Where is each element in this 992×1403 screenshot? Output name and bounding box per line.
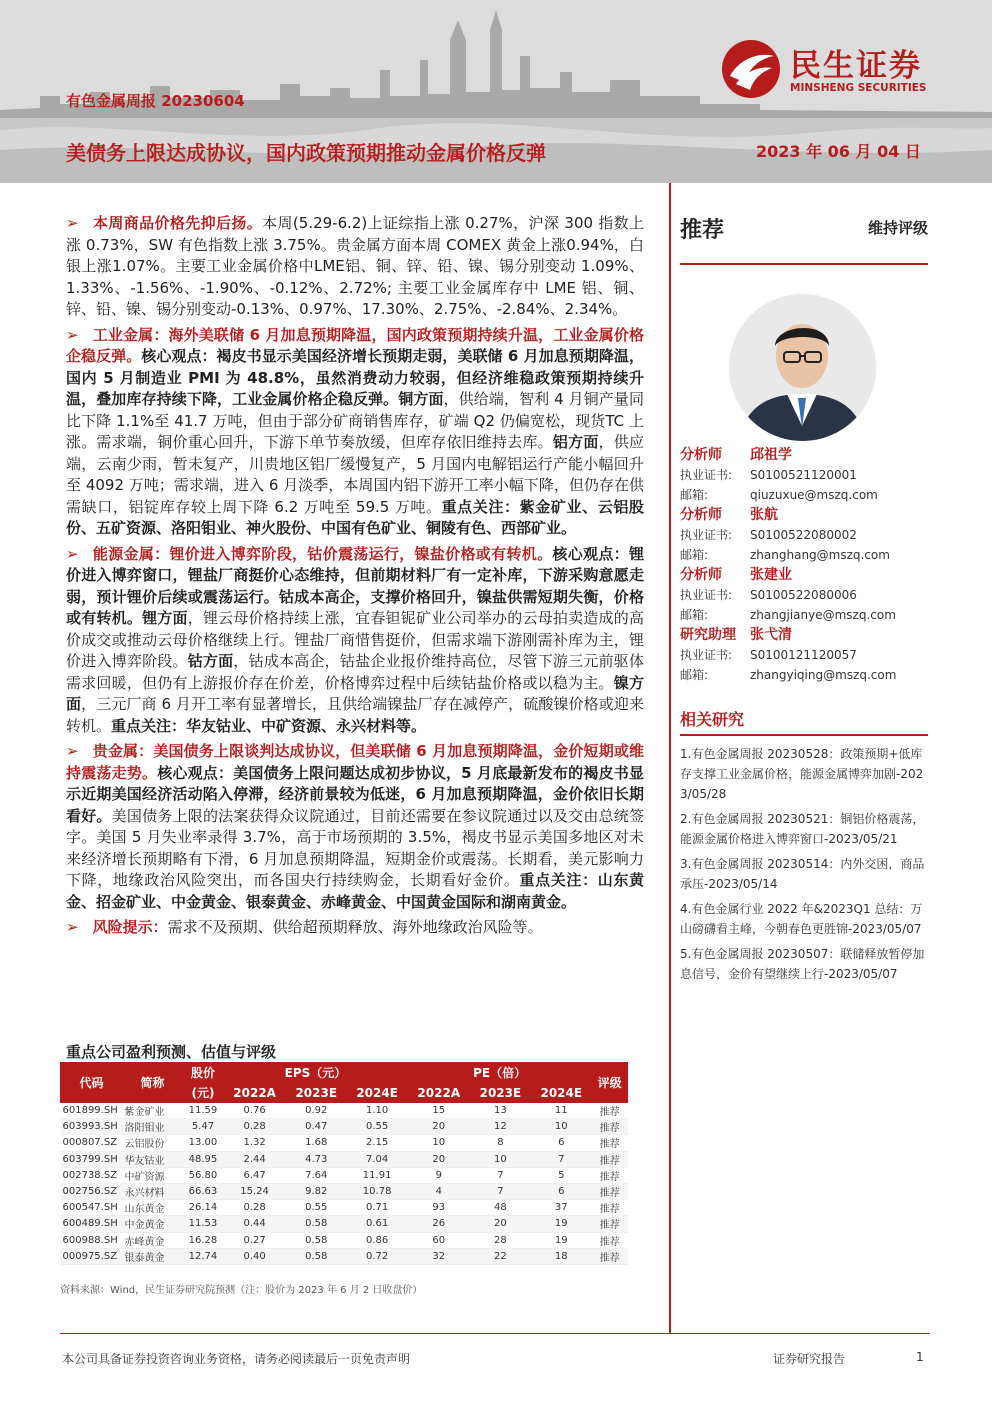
table-cell: 20 <box>470 1216 531 1232</box>
report-tag: 有色金属周报 20230604 <box>66 92 245 110</box>
bullet-icon: ➢ <box>66 325 79 344</box>
cert-number: S0100522080002 <box>750 528 857 542</box>
table-cell: 0.92 <box>286 1103 347 1119</box>
analyst-mail-row <box>680 485 928 505</box>
mail-label: 邮箱: <box>680 488 709 502</box>
report-title: 美债务上限达成协议，国内政策预期推动金属价格反弹 <box>66 141 546 165</box>
table-cell: 赤峰黄金 <box>123 1232 183 1248</box>
col-year: 2024E <box>531 1083 592 1103</box>
analyst-name-row <box>680 445 928 465</box>
cert-label: 执业证书: <box>680 468 733 482</box>
paragraph-heading: 能源金属：锂价进入博弈阶段，钴价震荡运行，镍盐价格或有转机。 <box>92 544 553 563</box>
table-cell: 11.53 <box>183 1216 224 1232</box>
mail-label: 邮箱: <box>680 668 709 682</box>
table-cell: 4 <box>408 1183 470 1199</box>
paragraph-precious-metals <box>66 741 644 913</box>
table-cell: 6.47 <box>223 1167 285 1183</box>
paragraph-text: ，三元厂商 6 月开工率有显著增长，且供给端镍盐厂存在减停产，硫酸镍价格或迎来转机。 <box>66 695 644 735</box>
related-research-item[interactable]: 5.有色金属周报 20230507：联储释放暂停加息信号，金价有望继续上行-2023/05/07 <box>680 947 925 981</box>
col-code: 代码 <box>61 1063 123 1103</box>
related-research-item[interactable]: 1.有色金属周报 20230528：政策预期+低库存支撑工业金属价格，能源金属博弈加剧-2023/05/28 <box>680 747 924 801</box>
paragraph-heading: 工业金属：海外美联储 6 月加息预期降温，国内政策预期持续升温，工业金属价格企稳反弹。 <box>66 325 644 365</box>
analyst-name-row <box>680 565 928 585</box>
related-research-item[interactable]: 2.有色金属周报 20230521：铜铝价格震荡，能源金属价格进入博弈窗口-2023/05/21 <box>680 812 925 846</box>
table-title: 重点公司盈利预测、估值与评级 <box>66 1043 277 1061</box>
table-cell: 中矿资源 <box>123 1167 183 1183</box>
table-cell: 26 <box>408 1216 470 1232</box>
paragraph-market <box>66 213 644 321</box>
analyst-cert-row <box>680 645 928 665</box>
table-cell: 18 <box>531 1248 592 1264</box>
table-cell: 0.71 <box>347 1200 408 1216</box>
cert-number: S0100121120057 <box>750 648 857 662</box>
table-cell: 600547.SH <box>61 1200 123 1216</box>
col-year: 2023E <box>470 1083 531 1103</box>
table-cell: 002756.SZ <box>61 1183 123 1199</box>
table-cell: 26.14 <box>183 1200 224 1216</box>
table-cell: 13.00 <box>183 1135 224 1151</box>
table-cell: 1.32 <box>223 1135 285 1151</box>
table-cell: 37 <box>531 1200 592 1216</box>
table-cell: 7 <box>470 1183 531 1199</box>
table-cell: 15.24 <box>223 1183 285 1199</box>
analyst-list <box>680 445 928 685</box>
table-row <box>61 1216 628 1232</box>
table-cell: 华友钴业 <box>123 1151 183 1167</box>
mail-label: 邮箱: <box>680 608 709 622</box>
table-cell: 5 <box>531 1167 592 1183</box>
table-cell: 11.91 <box>347 1167 408 1183</box>
bold-text: 核心观点：美国债务上限问题达成初步协议，5 月底最新发布的褐皮书显示近期美国经济活动陷入停滞，经济前景较为低迷，6 月加息预期降温，金价依旧长期看好。 <box>66 763 644 825</box>
table-cell: 19 <box>531 1216 592 1232</box>
paragraph-energy-metals <box>66 544 644 738</box>
table-cell: 0.76 <box>223 1103 285 1119</box>
table-row <box>61 1151 628 1167</box>
table-cell: 0.58 <box>286 1216 347 1232</box>
cert-label: 执业证书: <box>680 588 733 602</box>
table-cell: 66.63 <box>183 1183 224 1199</box>
col-name: 简称 <box>123 1063 183 1103</box>
analyst-role: 分析师 <box>680 567 722 583</box>
table-cell: 5.47 <box>183 1119 224 1135</box>
paragraph-text: 美国债务上限的法案获得众议院通过，目前还需要在参议院通过以及交由总统签字。美国 5 月失业率录得 3.7%，高于市场预期的 3.5%，褐皮书显示美国多地区对未来经济增长预期略有下滑，6 月加息预期降温，短期金价或震荡。长期看，美元影响力下降，地缘政治风险突出，而各国央行持续购金，长期看好金价。 <box>66 806 644 889</box>
table-cell: 0.28 <box>223 1119 285 1135</box>
analyst-name-row <box>680 505 928 525</box>
table-cell: 1.68 <box>286 1135 347 1151</box>
report-date: 2023 年 06 月 04 日 <box>756 142 921 161</box>
table-cell: 推荐 <box>592 1103 628 1119</box>
cert-label: 执业证书: <box>680 528 733 542</box>
table-cell: 000807.SZ <box>61 1135 123 1151</box>
table-cell: 推荐 <box>592 1248 628 1264</box>
table-cell: 0.27 <box>223 1232 285 1248</box>
related-research-title: 相关研究 <box>680 707 928 736</box>
main-content <box>66 213 644 943</box>
table-cell: 10 <box>470 1151 531 1167</box>
table-cell: 4.73 <box>286 1151 347 1167</box>
analyst-role: 分析师 <box>680 507 722 523</box>
col-year: 2022A <box>223 1083 285 1103</box>
analyst-name: 张建业 <box>750 567 792 583</box>
bullet-icon: ➢ <box>66 918 79 936</box>
table-cell: 56.80 <box>183 1167 224 1183</box>
bold-text: 重点关注：山东黄金、招金矿业、中金黄金、银泰黄金、赤峰黄金、中国黄金国际和湖南黄金。 <box>66 871 644 911</box>
bullet-icon: ➢ <box>66 214 79 232</box>
related-research-item[interactable]: 3.有色金属周报 20230514：内外交困，商品承压-2023/05/14 <box>680 857 925 891</box>
mail-label: 邮箱: <box>680 548 709 562</box>
report-header <box>0 0 992 183</box>
analyst-role: 分析师 <box>680 447 722 463</box>
table-cell: 2.15 <box>347 1135 408 1151</box>
table-cell: 2.44 <box>223 1151 285 1167</box>
col-eps: EPS（元） <box>223 1063 407 1083</box>
table-cell: 推荐 <box>592 1119 628 1135</box>
table-cell: 推荐 <box>592 1151 628 1167</box>
paragraph-text: ，钴成本高企，钴盐企业报价维持高位，尽管下游三元前驱体需求回暖，但仍有上游报价存在价差，价格博弈过程中后续钴盐价格或以稳为主。 <box>66 652 644 692</box>
col-price-unit: (元) <box>183 1083 224 1103</box>
col-price: 股价 <box>183 1063 224 1083</box>
table-cell: 7 <box>531 1151 592 1167</box>
bold-text: 铝方面 <box>552 433 599 451</box>
bold-text: 重点关注：华友钴业、中矿资源、永兴材料等。 <box>111 716 427 735</box>
table-cell: 推荐 <box>592 1135 628 1151</box>
col-year: 2023E <box>286 1083 347 1103</box>
table-cell: 601899.SH <box>61 1103 123 1119</box>
table-cell: 9.82 <box>286 1183 347 1199</box>
col-year: 2024E <box>347 1083 408 1103</box>
paragraph-heading: 风险提示： <box>92 918 168 936</box>
sidebar <box>680 207 928 981</box>
analyst-cert-row <box>680 585 928 605</box>
col-rating: 评级 <box>592 1063 628 1103</box>
table-cell: 推荐 <box>592 1232 628 1248</box>
analyst-name-row <box>680 625 928 645</box>
table-row <box>61 1183 628 1199</box>
table-cell: 15 <box>408 1103 470 1119</box>
analyst-mail-row <box>680 545 928 565</box>
analyst-email[interactable]: zhanghang@mszq.com <box>750 548 890 562</box>
table-cell: 0.58 <box>286 1248 347 1264</box>
analyst-mail-row <box>680 605 928 625</box>
minsheng-logo-icon <box>720 38 782 100</box>
bold-text: 重点关注：紫金矿业、云铝股份、五矿资源、洛阳钼业、神火股份、中国有色矿业、铜陵有色、西部矿业。 <box>66 497 644 537</box>
table-cell: 11 <box>531 1103 592 1119</box>
table-cell: 0.28 <box>223 1200 285 1216</box>
forecast-table <box>60 1062 628 1265</box>
paragraph-text: 本周(5.29-6.2)上证综指上涨 0.27%，沪深 300 指数上涨 0.73%，SW 有色指数上涨 3.75%。贵金属方面本周 COMEX 黄金上涨0.94%，白银上涨1.07%。主要工业金属价格中LME铝、铜、锌、铅、镍、锡分别变动 1.09%、1.33%、-1.56%、-1.90%、-0.12%、2.72%; 主要工业金属库存中 LME 铝、铜、锌、铅、镍、锡分别变动-0.13%、0.97%、17.30%、2.75%、-2.84%、2.34%。 <box>66 214 644 318</box>
paragraph-text: ，供给端，智利 4 月铜产量同比下降 1.1%至 41.7 万吨，但由于部分矿商销售库存，矿端 Q2 仍偏宽松，现货TC 上涨。需求端，铜价重心回升，下游下单节奏放缓，但库存依旧维持去库。 <box>66 390 644 451</box>
analyst-name: 张航 <box>750 507 778 523</box>
related-research-item[interactable]: 4.有色金属行业 2022 年&2023Q1 总结：万山磅礴看主峰，今朝春色更胜锦-2023/05/07 <box>680 902 923 936</box>
logo-text-cn: 民生证券 <box>790 48 922 84</box>
table-cell: 10 <box>531 1119 592 1135</box>
table-cell: 603993.SH <box>61 1119 123 1135</box>
rating-status: 维持评级 <box>867 219 928 237</box>
col-pe: PE（倍） <box>408 1063 592 1083</box>
analyst-cert-row <box>680 465 928 485</box>
table-cell: 20 <box>408 1151 470 1167</box>
table-cell: 0.61 <box>347 1216 408 1232</box>
cert-label: 执业证书: <box>680 648 733 662</box>
table-cell: 19 <box>531 1232 592 1248</box>
table-cell: 603799.SH <box>61 1151 123 1167</box>
analyst-email[interactable]: zhangyiqing@mszq.com <box>750 668 897 682</box>
table-cell: 0.72 <box>347 1248 408 1264</box>
table-cell: 0.86 <box>347 1232 408 1248</box>
column-divider <box>669 183 671 1333</box>
table-cell: 93 <box>408 1200 470 1216</box>
table-row <box>61 1200 628 1216</box>
table-cell: 9 <box>408 1167 470 1183</box>
table-row <box>61 1232 628 1248</box>
rating-label: 推荐 <box>680 218 725 243</box>
footer-divider <box>60 1333 930 1334</box>
table-cell: 12 <box>470 1119 531 1135</box>
table-cell: 10.78 <box>347 1183 408 1199</box>
table-cell: 600489.SH <box>61 1216 123 1232</box>
table-cell: 洛阳钼业 <box>123 1119 183 1135</box>
analyst-email[interactable]: qiuzuxue@mszq.com <box>750 488 878 502</box>
minsheng-logo <box>720 36 970 106</box>
table-cell: 32 <box>408 1248 470 1264</box>
table-cell: 22 <box>470 1248 531 1264</box>
table-cell: 13 <box>470 1103 531 1119</box>
page-number: 1 <box>916 1350 924 1364</box>
table-cell: 推荐 <box>592 1183 628 1199</box>
related-research <box>680 707 928 989</box>
footer-disclaimer: 本公司具备证券投资咨询业务资格，请务必阅读最后一页免责声明 <box>62 1352 411 1366</box>
table-cell: 推荐 <box>592 1167 628 1183</box>
table-cell: 云铝股份 <box>123 1135 183 1151</box>
table-cell: 7 <box>470 1167 531 1183</box>
analyst-name: 邱祖学 <box>750 447 792 463</box>
bold-text: 核心观点：锂价进入博弈窗口，锂盐厂商挺价心态维持，但前期材料厂有一定补库，下游采购意愿走弱，预计锂价后续或震荡运行。钴成本高企，支撑价格回升，镍盐供需短期失衡，价格或有转机。锂方面 <box>66 544 644 627</box>
table-cell: 10 <box>408 1135 470 1151</box>
paragraph-industrial-metals <box>66 325 644 540</box>
analyst-cert-row <box>680 525 928 545</box>
table-source: 资料来源：Wind，民生证券研究院预测（注：股价为 2023 年 6 月 2 日收盘价） <box>60 1285 423 1296</box>
table-row <box>61 1248 628 1264</box>
table-row <box>61 1103 628 1119</box>
table-cell: 0.55 <box>286 1200 347 1216</box>
table-cell: 12.74 <box>183 1248 224 1264</box>
table-cell: 山东黄金 <box>123 1200 183 1216</box>
cert-number: S0100521120001 <box>750 468 857 482</box>
table-cell: 002738.SZ <box>61 1167 123 1183</box>
paragraph-text: ，供应端，云南少雨，暂未复产，川贵地区铝厂缓慢复产，5 月国内电解铝运行产能小幅回升至 4092 万吨；需求端，进入 6 月淡季，本周国内铝下游开工率小幅下降，但仍存在供需缺口，铝锭库存较上周下降 6.2 万吨至 59.5 万吨。 <box>66 433 644 516</box>
table-cell: 28 <box>470 1232 531 1248</box>
analyst-portrait-icon <box>729 294 876 441</box>
paragraph-risk <box>66 917 644 939</box>
table-cell: 11.59 <box>183 1103 224 1119</box>
table-cell: 推荐 <box>592 1200 628 1216</box>
analyst-role: 研究助理 <box>680 627 736 643</box>
related-research-list <box>680 744 928 984</box>
bold-text: 镍方面 <box>66 673 644 713</box>
logo-text-en: MINSHENG SECURITIES <box>790 82 927 94</box>
bullet-icon: ➢ <box>66 742 79 760</box>
table-cell: 60 <box>408 1232 470 1248</box>
rating-box <box>680 207 928 265</box>
table-cell: 0.44 <box>223 1216 285 1232</box>
table-cell: 6 <box>531 1183 592 1199</box>
table-row <box>61 1119 628 1135</box>
footer-doc-type: 证券研究报告 <box>773 1352 846 1366</box>
table-cell: 48.95 <box>183 1151 224 1167</box>
table-row <box>61 1167 628 1183</box>
table-cell: 0.47 <box>286 1119 347 1135</box>
table-row <box>61 1135 628 1151</box>
analyst-email[interactable]: zhangjianye@mszq.com <box>750 608 896 622</box>
analyst-photo <box>729 294 876 441</box>
bullet-icon: ➢ <box>66 544 79 563</box>
table-cell: 推荐 <box>592 1216 628 1232</box>
paragraph-text: 需求不及预期、供给超预期释放、海外地缘政治风险等。 <box>167 918 543 936</box>
table-cell: 中金黄金 <box>123 1216 183 1232</box>
table-cell: 48 <box>470 1200 531 1216</box>
bold-text: 钴方面 <box>187 652 234 670</box>
cert-number: S0100522080006 <box>750 588 857 602</box>
table-cell: 0.58 <box>286 1232 347 1248</box>
table-cell: 1.10 <box>347 1103 408 1119</box>
table-cell: 0.55 <box>347 1119 408 1135</box>
table-cell: 7.64 <box>286 1167 347 1183</box>
paragraph-text: ，锂云母价格持续上涨，宜春钽铌矿业公司举办的云母拍卖造成的高价成交或推动云母价格继续上行。锂盐厂商惜售挺价，但需求端下游刚需补库为主，锂价进入博弈阶段。 <box>66 609 644 670</box>
table-cell: 20 <box>408 1119 470 1135</box>
table-cell: 0.40 <box>223 1248 285 1264</box>
analyst-mail-row <box>680 665 928 685</box>
table-cell: 16.28 <box>183 1232 224 1248</box>
analyst-name: 张弋清 <box>750 627 792 643</box>
bold-text: 核心观点：褐皮书显示美国经济增长预期走弱，美联储 6 月加息预期降温，国内 5 月制造业 PMI 为 48.8%，虽然消费动力较弱，但经济维稳政策预期持续升温，叠加库存持续下降，工业金属价格企稳反弹。铜方面 <box>66 347 644 408</box>
table-cell: 000975.SZ <box>61 1248 123 1264</box>
table-cell: 600988.SH <box>61 1232 123 1248</box>
table-cell: 紫金矿业 <box>123 1103 183 1119</box>
paragraph-heading: 贵金属：美国债务上限谈判达成协议，但美联储 6 月加息预期降温，金价短期或维持震荡走势。 <box>66 742 644 782</box>
col-year: 2022A <box>408 1083 470 1103</box>
table-cell: 永兴材料 <box>123 1183 183 1199</box>
paragraph-heading: 本周商品价格先抑后扬。 <box>92 214 263 232</box>
table-cell: 6 <box>531 1135 592 1151</box>
table-cell: 银泰黄金 <box>123 1248 183 1264</box>
table-cell: 7.04 <box>347 1151 408 1167</box>
table-cell: 8 <box>470 1135 531 1151</box>
